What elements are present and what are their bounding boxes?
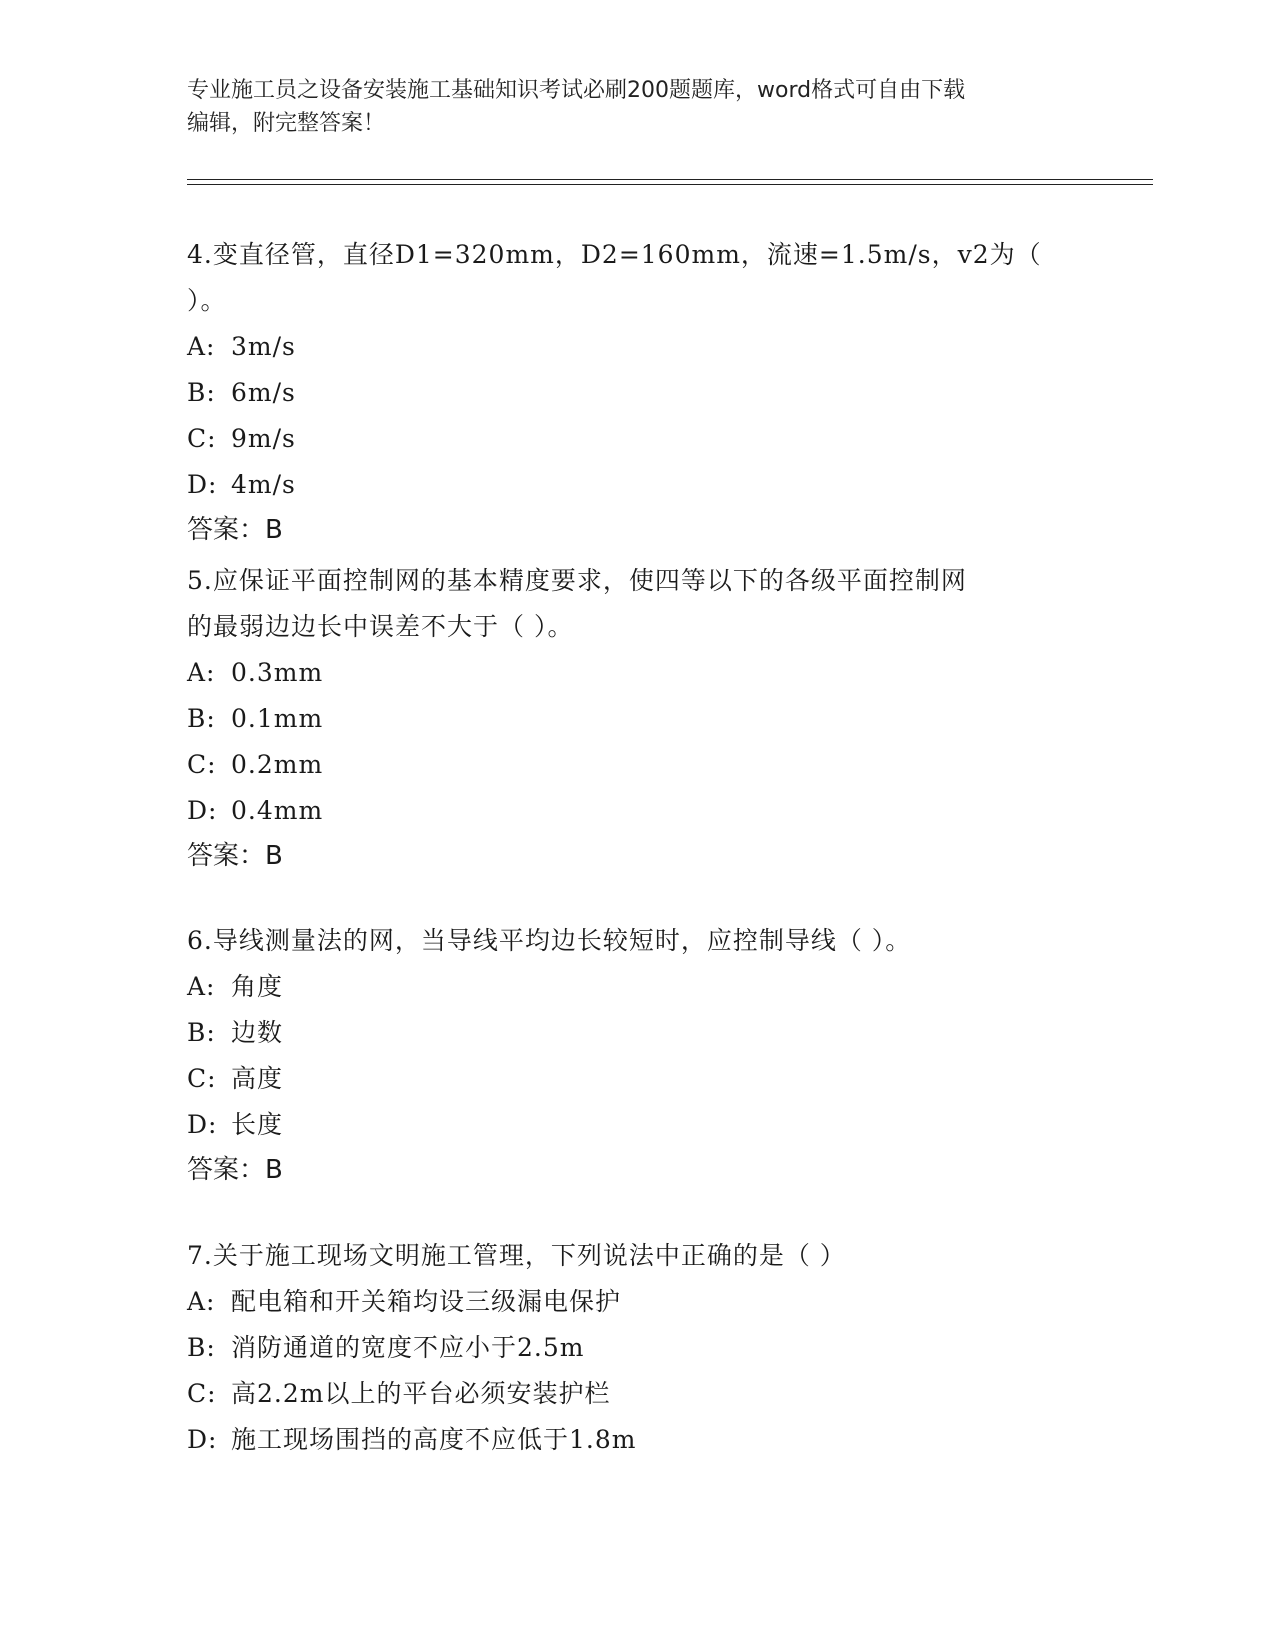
header-title-line-1: 专业施工员之设备安装施工基础知识考试必刷200题题库，word格式可自由下载 — [187, 78, 966, 103]
option-text: 角度 — [231, 972, 284, 1001]
answer: 答案：B — [187, 1155, 283, 1185]
option-text: 9m/s — [231, 424, 296, 453]
document-header — [187, 74, 1067, 140]
question-stem: 7.关于施工现场文明施工管理，下列说法中正确的是（ ） — [187, 1241, 846, 1270]
option-label: D: — [187, 1425, 218, 1454]
option-c — [187, 742, 1067, 788]
option-text: 0.3mm — [231, 658, 324, 687]
option-text: 3m/s — [231, 332, 296, 361]
option-b — [187, 696, 1067, 742]
question-stem: 5.应保证平面控制网的基本精度要求，使四等以下的各级平面控制网 — [187, 566, 967, 595]
option-a — [187, 1279, 1067, 1325]
question-stem: 6.导线测量法的网，当导线平均边长较短时，应控制导线（ ）。 — [187, 926, 912, 955]
header-divider-bottom — [187, 184, 1153, 185]
option-text: 0.4mm — [231, 796, 324, 825]
answer: 答案：B — [187, 515, 283, 545]
option-b — [187, 1010, 1067, 1056]
option-text: 施工现场围挡的高度不应低于1.8m — [231, 1425, 637, 1454]
option-c — [187, 1056, 1067, 1102]
option-label: C: — [187, 1379, 217, 1408]
option-label: B: — [187, 378, 216, 407]
option-label: B: — [187, 1333, 216, 1362]
option-d — [187, 1417, 1067, 1463]
option-text: 消防通道的宽度不应小于2.5m — [231, 1333, 585, 1362]
header-divider-top — [187, 179, 1153, 180]
question-6 — [187, 918, 1067, 1192]
option-b — [187, 1325, 1067, 1371]
question-4 — [187, 232, 1067, 552]
option-d — [187, 788, 1067, 834]
option-text: 6m/s — [231, 378, 296, 407]
option-label: A: — [187, 972, 216, 1001]
option-label: C: — [187, 750, 217, 779]
option-text: 配电箱和开关箱均设三级漏电保护 — [231, 1287, 622, 1316]
option-c — [187, 416, 1067, 462]
question-stem-continued: 的最弱边边长中误差不大于（ ）。 — [187, 612, 574, 641]
option-label: A: — [187, 1287, 216, 1316]
option-label: B: — [187, 1018, 216, 1047]
option-a — [187, 650, 1067, 696]
header-title-line-2: 编辑，附完整答案！ — [187, 111, 386, 136]
option-b — [187, 370, 1067, 416]
option-text: 4m/s — [231, 470, 296, 499]
option-label: D: — [187, 796, 218, 825]
option-label: C: — [187, 1064, 217, 1093]
option-d — [187, 462, 1067, 508]
option-label: B: — [187, 704, 216, 733]
question-7 — [187, 1233, 1067, 1463]
option-label: A: — [187, 332, 216, 361]
option-a — [187, 324, 1067, 370]
answer: 答案：B — [187, 841, 283, 871]
option-d — [187, 1102, 1067, 1148]
question-5 — [187, 558, 1067, 878]
option-a — [187, 964, 1067, 1010]
option-label: D: — [187, 470, 218, 499]
option-text: 边数 — [231, 1018, 284, 1047]
option-c — [187, 1371, 1067, 1417]
option-text: 高2.2m以上的平台必须安装护栏 — [231, 1379, 611, 1408]
option-label: D: — [187, 1110, 218, 1139]
option-label: C: — [187, 424, 217, 453]
option-label: A: — [187, 658, 216, 687]
question-stem: 4.变直径管，直径D1=320mm，D2=160mm，流速=1.5m/s，v2为（ ）。 — [187, 240, 1042, 315]
option-text: 0.2mm — [231, 750, 324, 779]
option-text: 高度 — [231, 1064, 284, 1093]
option-text: 0.1mm — [231, 704, 324, 733]
option-text: 长度 — [231, 1110, 284, 1139]
